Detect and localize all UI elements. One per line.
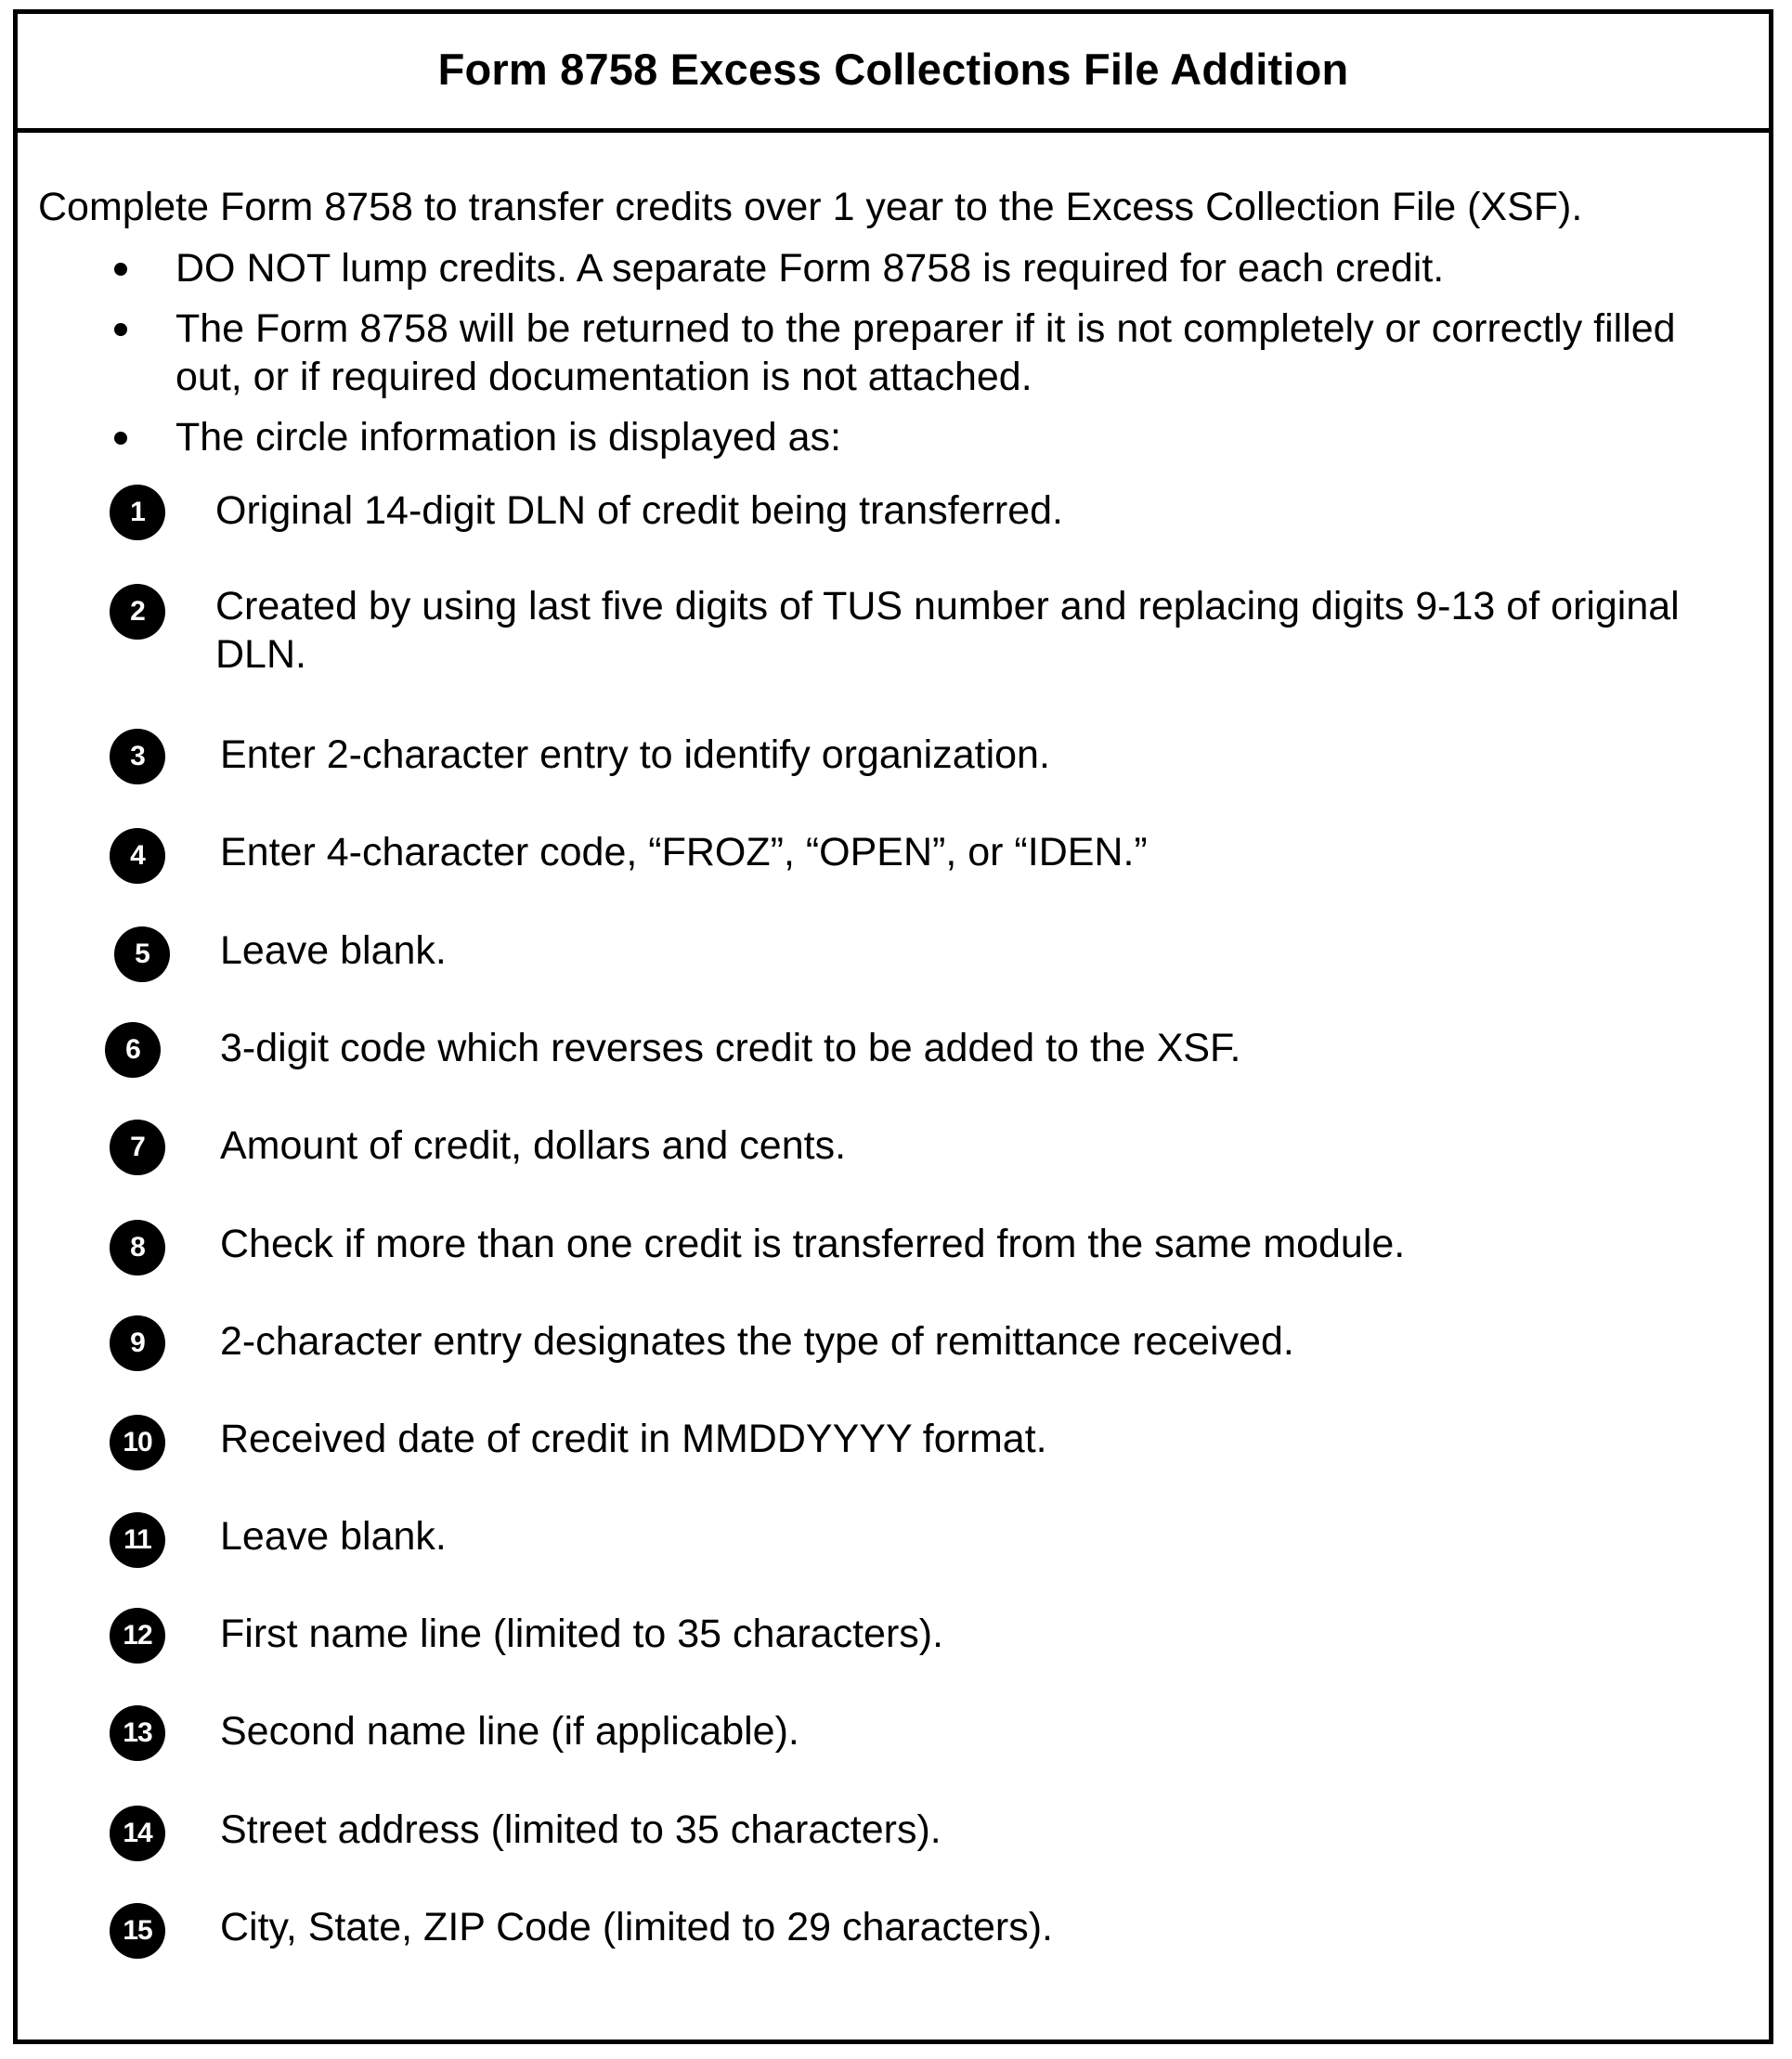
bullet-text: The Form 8758 will be returned to the preparer if it is not completely or correctly filled out, or if required documentation is not attached. bbox=[175, 306, 1676, 399]
bullet-dot-icon bbox=[114, 432, 127, 445]
circle-item-text: Check if more than one credit is transferred from the same module. bbox=[220, 1222, 1406, 1266]
circle-number-badge: 13 bbox=[110, 1705, 165, 1761]
circle-item-text: Enter 4-character code, “FROZ”, “OPEN”, or “IDEN.” bbox=[220, 830, 1148, 874]
circle-number-badge: 14 bbox=[110, 1806, 165, 1861]
circle-item-text: Created by using last five digits of TUS number and replacing digits 9-13 of original DLN. bbox=[215, 584, 1680, 677]
circle-number-badge: 12 bbox=[110, 1608, 165, 1664]
circle-item-text: Street address (limited to 35 characters). bbox=[220, 1807, 941, 1852]
circle-item-text: Original 14-digit DLN of credit being transferred. bbox=[215, 488, 1063, 533]
intro-text: Complete Form 8758 to transfer credits over 1 year to the Excess Collection File (XSF). bbox=[38, 185, 1583, 229]
circle-item-text: 3-digit code which reverses credit to be added to the XSF. bbox=[220, 1026, 1241, 1070]
circle-number-badge: 1 bbox=[110, 485, 165, 540]
circle-item-text: Enter 2-character entry to identify organization. bbox=[220, 732, 1050, 777]
circle-item-text: City, State, ZIP Code (limited to 29 characters). bbox=[220, 1905, 1053, 1949]
circle-number-badge: 3 bbox=[110, 729, 165, 784]
circle-item-text: Second name line (if applicable). bbox=[220, 1709, 799, 1754]
bullet-list bbox=[18, 244, 1769, 473]
circle-item-text: Amount of credit, dollars and cents. bbox=[220, 1123, 847, 1168]
circle-item-text: Received date of credit in MMDDYYYY format. bbox=[220, 1417, 1047, 1461]
circle-number-badge: 4 bbox=[110, 828, 165, 884]
circle-item-text: First name line (limited to 35 characters). bbox=[220, 1612, 944, 1656]
circle-number-badge: 6 bbox=[105, 1022, 161, 1078]
bullet-item bbox=[18, 304, 1769, 401]
bullet-text: The circle information is displayed as: bbox=[175, 415, 841, 460]
bullet-text: DO NOT lump credits. A separate Form 8758 is required for each credit. bbox=[175, 246, 1445, 291]
circle-number-badge: 11 bbox=[110, 1512, 165, 1568]
circle-number-badge: 8 bbox=[110, 1220, 165, 1276]
title-bar bbox=[18, 14, 1769, 133]
page-title: Form 8758 Excess Collections File Addition bbox=[437, 45, 1349, 94]
circle-number-badge: 5 bbox=[114, 926, 170, 982]
circle-number-badge: 10 bbox=[110, 1415, 165, 1470]
bullet-dot-icon bbox=[114, 263, 127, 276]
circle-number-badge: 15 bbox=[110, 1903, 165, 1959]
circle-item-text: Leave blank. bbox=[220, 928, 447, 973]
document-frame bbox=[13, 9, 1773, 2044]
bullet-dot-icon bbox=[114, 323, 127, 336]
circle-item-text: Leave blank. bbox=[220, 1514, 447, 1559]
circle-number-badge: 2 bbox=[110, 584, 165, 640]
bullet-item bbox=[18, 244, 1769, 292]
bullet-item bbox=[18, 413, 1769, 461]
circle-number-badge: 9 bbox=[110, 1315, 165, 1371]
circle-number-badge: 7 bbox=[110, 1120, 165, 1175]
circle-item-text: 2-character entry designates the type of remittance received. bbox=[220, 1319, 1294, 1364]
